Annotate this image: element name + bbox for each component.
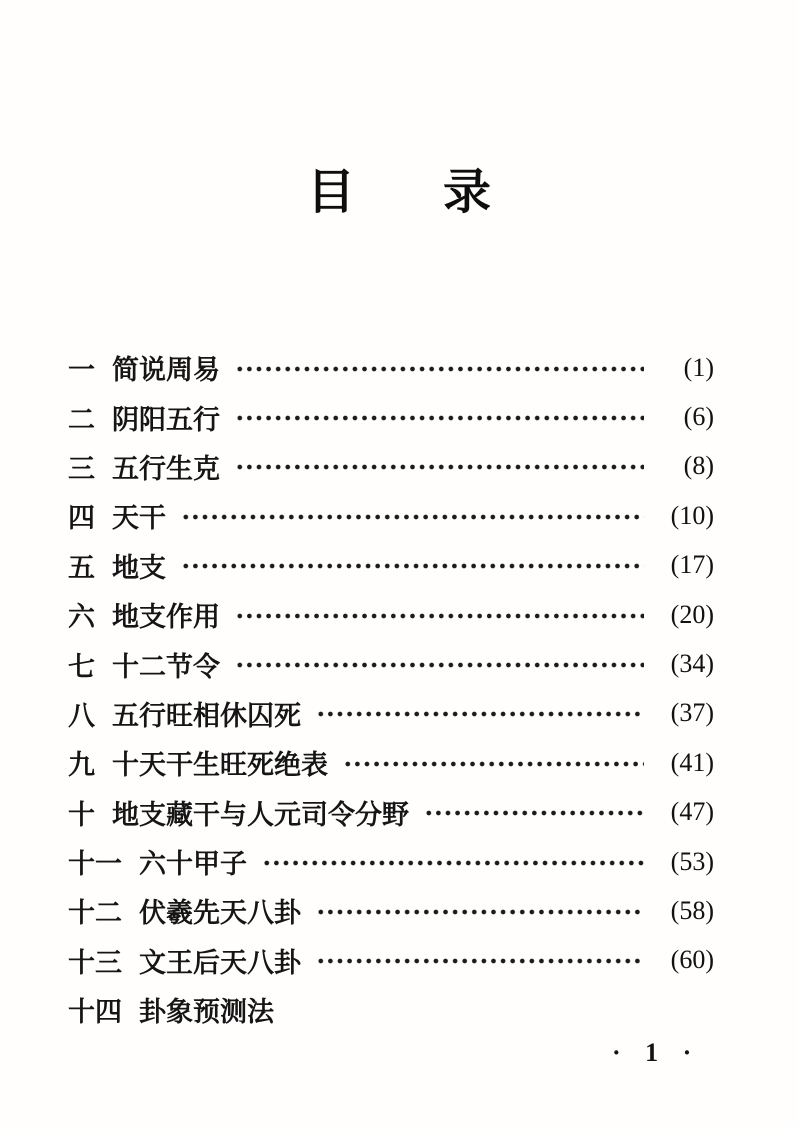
dot-leader — [233, 414, 644, 422]
dot-leader — [314, 710, 644, 718]
entry-number: 五 — [68, 552, 95, 583]
entry-number: 六 — [68, 602, 95, 633]
toc-entry — [68, 590, 714, 639]
entry-page-number: (10) — [670, 500, 714, 530]
entry-title: 地支藏干与人元司令分野 — [112, 799, 409, 830]
toc-entry — [68, 639, 714, 688]
toc-list — [68, 343, 714, 1034]
dot-leader — [314, 908, 644, 916]
entry-page-number: (6) — [683, 402, 714, 432]
entry-title: 天干 — [112, 503, 166, 534]
entry-title: 五行旺相休囚死 — [112, 700, 301, 731]
entry-page-number: (53) — [670, 846, 714, 876]
dot-leader — [233, 463, 644, 471]
entry-title: 简说周易 — [112, 355, 220, 386]
dot-leader — [179, 562, 644, 570]
entry-number: 十二 — [68, 898, 122, 929]
entry-title: 五行生克 — [112, 453, 220, 484]
dot-leader — [287, 1007, 644, 1015]
toc-entry — [68, 442, 714, 491]
toc-entry — [68, 541, 714, 590]
toc-entry — [68, 788, 714, 837]
entry-title: 阴阳五行 — [112, 404, 220, 435]
entry-page-number: (47) — [670, 797, 714, 827]
dot-leader — [422, 809, 644, 817]
entry-page-number: (58) — [670, 895, 714, 925]
entry-number: 七 — [68, 651, 95, 682]
dot-leader — [233, 661, 644, 669]
toc-entry — [68, 738, 714, 787]
title-char-lu: 录 — [443, 166, 492, 219]
toc-entry — [68, 689, 714, 738]
toc-entry — [68, 491, 714, 540]
entry-title: 地支 — [112, 552, 166, 583]
toc-entry — [68, 837, 714, 886]
entry-number: 十四 — [68, 997, 122, 1028]
dot-leader — [341, 760, 644, 768]
entry-page-number: (60) — [670, 945, 714, 975]
toc-entry — [68, 343, 714, 392]
entry-title: 地支作用 — [112, 602, 220, 633]
entry-title: 文王后天八卦 — [139, 947, 301, 978]
entry-page-number: (41) — [670, 747, 714, 777]
dot-leader — [233, 365, 644, 373]
entry-title: 十二节令 — [112, 651, 220, 682]
footer-page-number: · 1 · — [612, 1038, 701, 1067]
entry-title: 伏羲先天八卦 — [139, 898, 301, 929]
entry-number: 二 — [68, 404, 95, 435]
entry-number: 十三 — [68, 947, 122, 978]
dot-leader — [260, 859, 644, 867]
entry-number: 十 — [68, 799, 95, 830]
entry-page-number: (20) — [670, 599, 714, 629]
entry-page-number: (37) — [670, 698, 714, 728]
entry-number: 一 — [68, 355, 95, 386]
entry-number: 十一 — [68, 849, 122, 880]
entry-page-number: (1) — [683, 352, 714, 382]
dot-leader — [314, 957, 644, 965]
entry-page-number: (17) — [670, 550, 714, 580]
entry-page-number: (8) — [683, 451, 714, 481]
entry-number: 三 — [68, 453, 95, 484]
entry-number: 八 — [68, 700, 95, 731]
toc-entry — [68, 392, 714, 441]
toc-entry — [68, 936, 714, 985]
dot-leader — [179, 513, 644, 521]
toc-entry — [68, 985, 714, 1034]
toc-entry — [68, 886, 714, 935]
entry-title: 六十甲子 — [139, 849, 247, 880]
title-char-mu: 目 — [306, 166, 355, 219]
dot-leader — [233, 612, 644, 620]
entry-title: 卦象预测法 — [139, 997, 274, 1028]
entry-number: 四 — [68, 503, 95, 534]
entry-title: 十天干生旺死绝表 — [112, 750, 328, 781]
entry-number: 九 — [68, 750, 95, 781]
page-title — [0, 166, 798, 220]
entry-page-number: (34) — [670, 649, 714, 679]
